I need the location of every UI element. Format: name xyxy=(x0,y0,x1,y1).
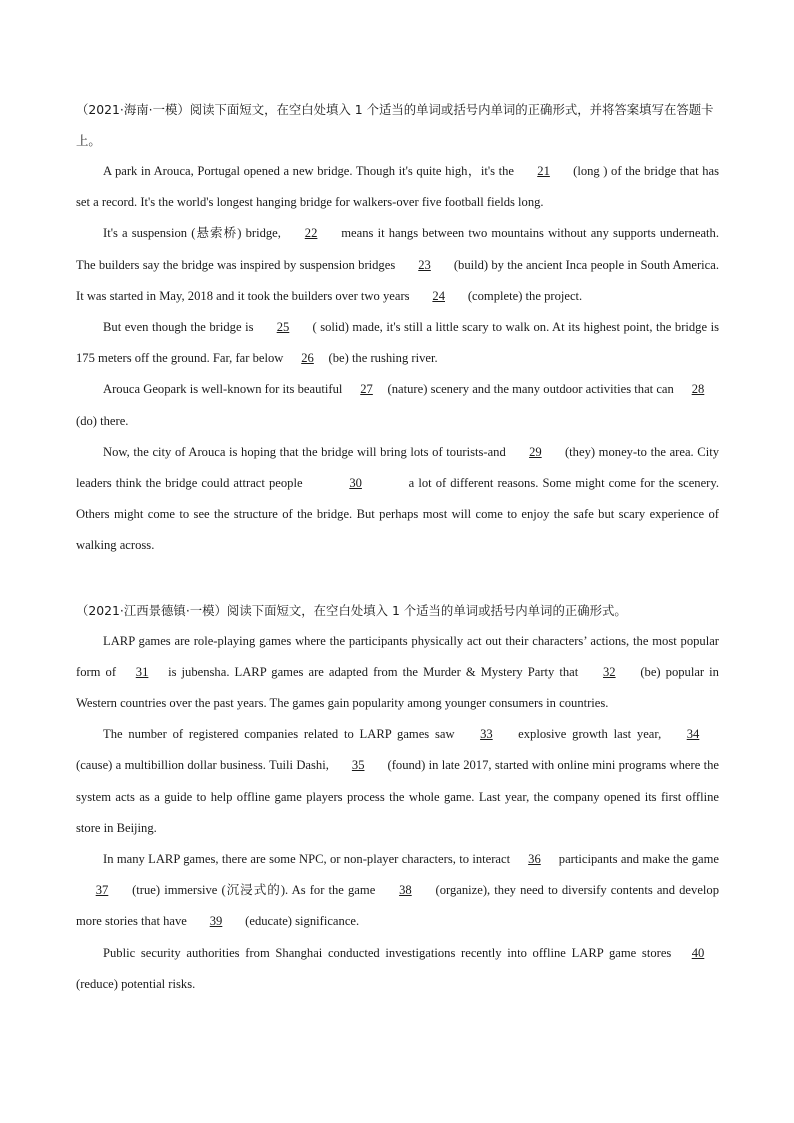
text: A park in Arouca, Portugal opened a new bridge. Though it's quite high，it's the xyxy=(103,164,518,178)
blank-21: 21 xyxy=(537,164,550,178)
section2-paragraph-3 xyxy=(76,844,719,938)
blank-32: 32 xyxy=(603,664,616,679)
section2-paragraph-1 xyxy=(76,626,719,720)
blank-22: 22 xyxy=(304,226,318,241)
text: is jubensha. LARP games are adapted from the Murder & Mystery Party that xyxy=(163,664,584,679)
document-page xyxy=(76,94,719,1000)
text: (cause) a multibillion dollar business. Tuili Dashi, xyxy=(76,758,333,773)
text: Public security authorities from Shanghai conducted investigations recently into offline LARP game stores xyxy=(103,945,677,960)
text: (be) popular in Western countries over the past years. The games gain popularity among younger consumers in countries. xyxy=(76,664,719,711)
blank-37: 37 xyxy=(95,883,109,898)
blank-28: 28 xyxy=(691,382,705,397)
section2-paragraph-2 xyxy=(76,719,719,844)
text: (be) the rushing river. xyxy=(328,351,438,366)
section1-heading: （2021·海南·一模）阅读下面短文，在空白处填入 1 个适当的单词或括号内单词的正确形式，并将答案填写在答题卡上。 xyxy=(76,102,714,148)
text: (build) by the ancient Inca people in South America. It was started in May, 2018 and it took the builders over two years xyxy=(76,257,720,303)
text: (educate) significance. xyxy=(242,914,360,929)
text: means it hangs between two mountains without any supports underneath. The builders say the bridge was inspired by suspension bridges xyxy=(76,226,719,272)
blank-27: 27 xyxy=(360,382,373,397)
blank-30: 30 xyxy=(349,476,362,491)
text: a lot of different reasons. Some might come for the scenery. Others might come to see the structure of the bridge. But perhaps most will come to enjoy the safe but scary experience of walking across. xyxy=(76,476,719,553)
text: explosive growth last year, xyxy=(512,727,667,742)
section1-paragraph-3 xyxy=(76,312,719,374)
text: Now, the city of Arouca is hoping that the bridge will bring lots of tourists-and xyxy=(103,444,510,459)
blank-35: 35 xyxy=(351,758,365,773)
blank-34: 34 xyxy=(686,727,700,742)
blank-31: 31 xyxy=(135,664,149,679)
blank-29: 29 xyxy=(529,444,542,459)
text: Arouca Geopark is well-known for its beautiful xyxy=(103,382,346,397)
text: (they) money-to the area. City leaders think the bridge could attract people xyxy=(76,444,719,491)
text: In many LARP games, there are some NPC, or non-player characters, to interact xyxy=(103,852,514,867)
blank-26: 26 xyxy=(301,351,314,366)
text: ( solid) made, it's still a little scary to walk on. At its highest point, the bridge is 175 meters off the ground. Far, far below xyxy=(76,320,719,366)
section1-paragraph-4 xyxy=(76,374,719,436)
text: participants and make the game xyxy=(555,852,720,867)
text: (found) in late 2017, started with online mini programs where the system acts as a guide to help offline game players process the whole game. Last year, the company opened its first offline store in Beijing. xyxy=(76,758,719,835)
blank-33: 33 xyxy=(480,727,493,742)
text: The number of registered companies related to LARP games saw xyxy=(103,727,461,742)
section2-paragraph-4 xyxy=(76,938,719,1000)
text: It's a suspension (悬索桥) bridge, xyxy=(103,226,286,241)
blank-23: 23 xyxy=(418,257,431,272)
blank-38: 38 xyxy=(399,883,412,898)
section1-paragraph-1 xyxy=(76,156,719,218)
text: (do) there. xyxy=(76,413,129,428)
text: (complete) the project. xyxy=(464,288,583,303)
text: (reduce) potential risks. xyxy=(76,976,196,991)
text: (organize), they need to diversify contents and develop more stories that have xyxy=(76,883,719,929)
section1-paragraph-2 xyxy=(76,218,719,312)
blank-39: 39 xyxy=(209,914,223,929)
text: (long ) of the bridge that has set a record. It's the world's longest hanging bridge for walkers-over five football fields long. xyxy=(76,164,719,210)
text: But even though the bridge is xyxy=(103,320,257,335)
text: LARP games are role-playing games where the participants physically act out their characters’ actions, the most popular form of xyxy=(76,633,719,679)
section1-paragraph-5 xyxy=(76,437,719,562)
section2-heading: （2021·江西景德镇·一模）阅读下面短文，在空白处填入 1 个适当的单词或括号内单词的正确形式。 xyxy=(76,602,627,618)
blank-36: 36 xyxy=(528,852,541,867)
text: (nature) scenery and the many outdoor activities that can xyxy=(387,382,677,397)
blank-40: 40 xyxy=(691,945,705,960)
text: (true) immersive (沉浸式的). As for the game xyxy=(128,883,380,898)
blank-25: 25 xyxy=(276,320,290,335)
blank-24: 24 xyxy=(432,288,445,303)
